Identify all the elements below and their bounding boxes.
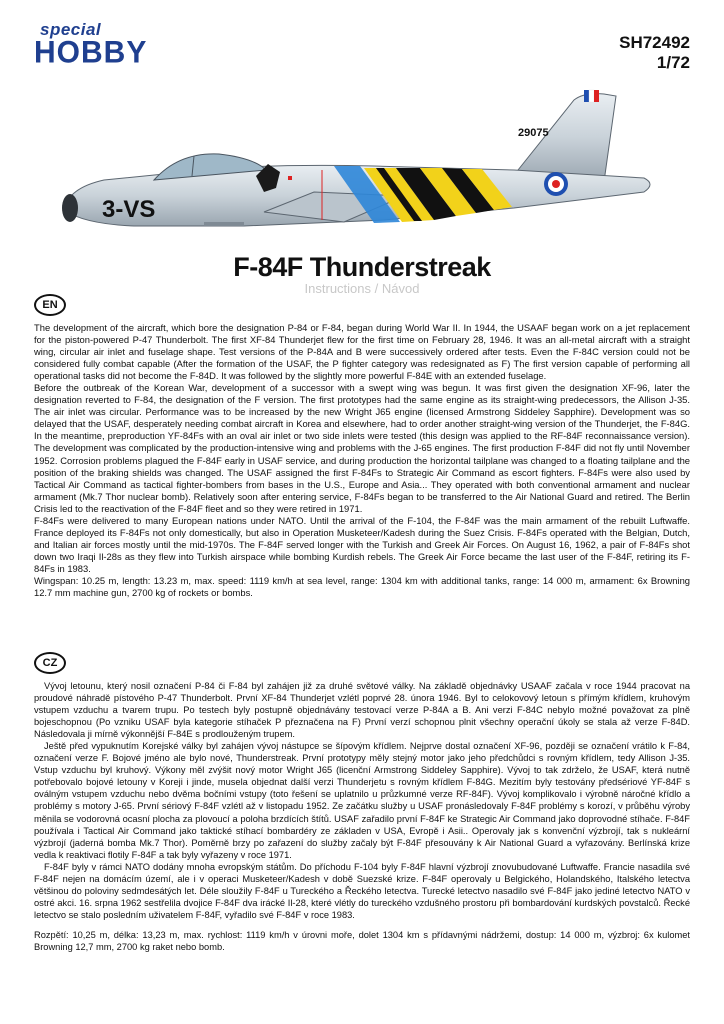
fuselage-code: 3-VS	[102, 196, 156, 223]
kit-scale: 1/72	[656, 53, 690, 72]
cz-paragraph: Vývoj letounu, který nosil označení P-84 či F-84 byl zahájen již za druhé světové války. Na základě objednávky USAAF začala v roce 1944 pracovat na proudové náhradě pístového P-47 Thunderbolt. První XF-84 Thunderjet vzlétl poprvé 28. února 1946. Byl to celokovový letoun s přímým křídlem, kruhovým vstupem vzduchu a tvarem trupu. Po testech byly postupně objednávány testovací verze P-84A a B. Ani verzi F-84C nebylo možné považovat za plně bojeschopnou (Po vzniku USAF byla kategorie stíhaček P přeznačena na F) První verzí schopnou plnit všechny operační úkoly se stala až verze F-84D. Následovala ji mírně výkonnější F-84E s prodlouženým trupem.	[34, 681, 690, 740]
en-paragraph: Wingspan: 10.25 m, length: 13.23 m, max. speed: 1119 km/h at sea level, range: 1304 km with additional tanks, range: 14 000 m, armament: 6x Browning 12.7 mm machine gun, 2700 kg of rockets or bombs.	[34, 574, 690, 599]
cz-paragraph: Rozpětí: 10,25 m, délka: 13,23 m, max. rychlost: 1119 km/h v úrovni moře, dolet 1304 km s přídavnými nádržemi, dostup: 14 000 m, výzbroj: 6x kulomet Browning 12,7 mm, 2700 kg raket nebo bomb.	[34, 929, 690, 952]
brand-logo-line2: HOBBY	[34, 35, 148, 70]
kit-code: SH72492	[619, 33, 690, 52]
czech-text	[34, 680, 690, 953]
language-badge-cz: CZ	[34, 652, 66, 674]
en-paragraph: F-84Fs were delivered to many European nations under NATO. Until the arrival of the F-104, the F-84F was the main armament of the rebuilt Luftwaffe. France deployed its F-84Fs not only domestically, but also in Operation Musketeer/Kadesh during the Suez Crisis. F-84Fs operated with the Belgian, Dutch, and Italian air forces mostly until the mid-1970s. The F-84F served longer with the Turkish and Greek Air Forces. On August 16, 1962, a pair of F-84Fs shot down two Iraqi Il-28s as they flew into Turkish airspace while bombing Kurdish rebels. The Greek Air Force became the last user of the F-84F, retiring its F-84Fs in 1983.	[34, 514, 690, 574]
english-text	[34, 322, 690, 599]
rudder-flag-red	[594, 90, 599, 102]
cz-paragraph: Ještě před vypuknutím Korejské války byl zahájen vývoj nástupce se šípovým křídlem. Nejprve dostal označení XF-96, později se označení vrátilo k F-84, označení verze F. Bojové jméno ale bylo nové, Thunderstreak. První prototypy měly stejný motor jako jeho předchůdci s rovným křídlem, tedy Allison J-35. Vstup vzduchu byl kruhový. Výkony měl zvýšit nový motor Wright J65 (licenční Armstrong Siddeley Sapphire). Vývoj to tak zdrželo, že USAF, která nutně potřebovalo bojové letouny v Koreji i jinde, musela objednat další verzi Thunderjetu s rovným křídlem F-84G. Mezitím byly testovány předsériové YF-84F s oválným vstupem vzduchu nebo dvěma bočními vstupy (toto řešení se uplatnilo u průzkumné verze RF-84F). Vývoj komplikovalo i výrobně náročné křídlo a problémy s motory J-65. První sériový F-84F vzlétl až v listopadu 1952. Ze začátku služby u USAF pronásledovaly F-84F problémy s korozí, v průběhu výroby měnila se vodorovná ocasní plocha za plovoucí a poloha brzdících štítů. USAF zařadilo první F-84F ke Strategic Air Command jako doprovodné stíhače. F-84F používala i Tactical Air Command jako taktické stíhací bombardéry ze základen v USA, Evropě i Asii.. Operovaly jak s konvenční výzbrojí, tak s nukleární výzbrojí (jaderná bomba Mk.7 Thor). Poměrně brzy po zařazení do služby začaly být F-84F přesouvány k Air National Guard a vyřazovány. Berlínská krize vedla k reaktivaci flotily F-84F a tak byly vyřazeny v roce 1971.	[34, 741, 690, 860]
aircraft-profile-illustration	[44, 80, 684, 250]
page-title: F-84F Thunderstreak	[233, 252, 491, 282]
en-paragraph: The development of the aircraft, which bore the designation P-84 or F-84, began during World War II. In 1944, the USAAF began work on a jet replacement for the piston-powered P-47 Thunderbolt. The first XF-84 Thunderjet flew for the first time on February 28, 1946. It was an all-metal aircraft with a straight wing, circular air inlet and fuselage shape. Test versions of the P-84A and B were successively ordered after tests. Even the F-84C version could not be considered fully combat capable (After the formation of the USAF, the P fighter category was redesignated as F) The first version capable of performing all operational tasks did not become the F-84D. It was followed by the slightly more powerful F-84E with an extended fuselage.	[34, 322, 690, 382]
cz-paragraph: F-84F byly v rámci NATO dodány mnoha evropským státům. Do příchodu F-104 byly F-84F hlavní výzbrojí znovubudované Luftwaffe. Francie nasadila své F-84F nejen na domácím území, ale i v operaci Musketeer/Kadesh v době Suezské krize. F-84F operovaly u Belgického, Holandského, Italského letectva většinou do poloviny sedmdesátých let. Déle sloužily F-84F u Tureckého a Řeckého letectva. Turecké letectvo nasadilo své F-84F jako jediné letectvo NATO v ostré akci. 16. srpna 1962 sestřelila dvojice F-84F dva irácké Il-28, které vlétly do tureckého vzdušného prostoru při bombardování kurdských povstalců. Řecké letectvo se stalo posledním uživatelem F-84F, vyřadilo své F-84F v roce 1983.	[34, 861, 690, 920]
en-paragraph: Before the outbreak of the Korean War, development of a successor with a swept wing was begun. It was first given the designation XF-96, later the designation reverted to F-84, the designation of the F version. The first prototypes had the same engine as its straight-wing predecessors, the Allison J-35. The air inlet was circular. Performance was to be increased by the new Wright J65 engine (licensed Armstrong Siddeley Sapphire). Development was so delayed that the USAF, desperately needing combat aircraft in Korea and elsewhere, had to order another straight-wing version of the Thunderjet, the F-84G. In the meantime, preproduction YF-84Fs with an oval air inlet or two side inlets were tested (this design was applied to the RF-84F reconnaissance version). The development was complicated by the production-intensive wing and problems with the J-65 engines. The first production F-84F did not fly until November 1952. Corrosion problems plagued the F-84F early in USAF service, and during production the horizontal tailplane was changed to a floating tailplane and the position of the braking shields was changed. The USAF assigned the first F-84Fs to Strategic Air Command as escort fighters. F-84Fs were also used by Tactical Air Command as tactical fighter-bombers from bases in the U.S., Europe and Asia... They operated with both conventional armament and nuclear armament (Mk.7 Thor nuclear bomb). Relatively soon after entering service, F-84Fs began to be transferred to the Air National Guard and retired. The Berlin Crisis led to the reactivation of the F-84F fleet and so they were retired in 1971.	[34, 382, 690, 514]
brand-logo	[34, 20, 148, 72]
brand-logo-line1: special	[40, 20, 102, 39]
rudder-flag-blue	[584, 90, 589, 102]
rudder-flag-white	[589, 90, 594, 102]
page-subtitle: Instructions / Návod	[304, 281, 420, 296]
tail-serial: 29075	[518, 127, 549, 139]
language-badge-en: EN	[34, 294, 66, 316]
